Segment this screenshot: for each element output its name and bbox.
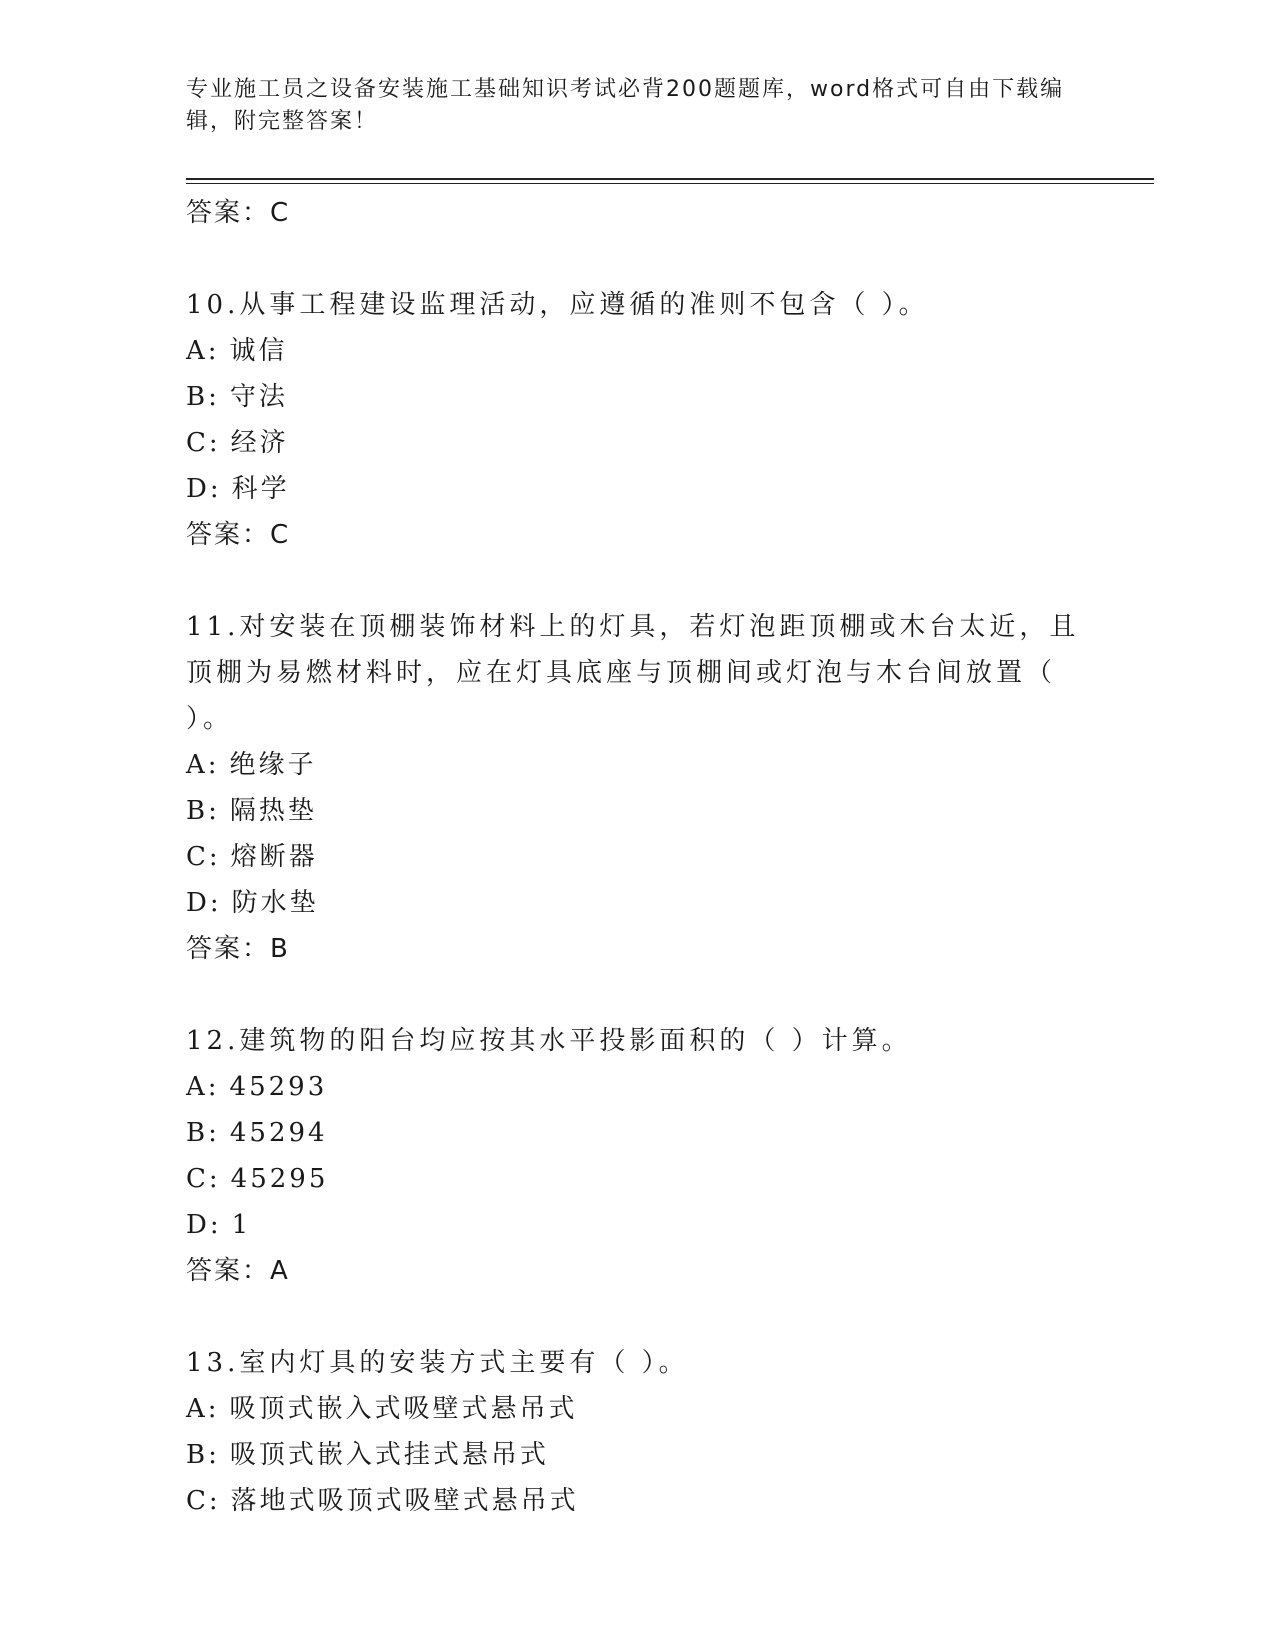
option-label: A: — [186, 750, 220, 780]
option-text: 防水垫 — [231, 888, 319, 918]
option-b — [186, 374, 1086, 420]
document-body — [186, 190, 1086, 1524]
option-text: 绝缘子 — [229, 750, 317, 780]
question-block — [186, 282, 1086, 558]
option-label: D: — [186, 1210, 222, 1240]
option-c — [186, 420, 1086, 466]
option-label: A: — [186, 1072, 220, 1102]
option-label: B: — [186, 1118, 220, 1148]
question-block — [186, 1340, 1086, 1524]
option-text: 隔热垫 — [229, 796, 317, 826]
answer-line: 答案：C — [186, 520, 291, 550]
answer-line: 答案：A — [186, 1256, 290, 1286]
option-label: B: — [186, 382, 220, 412]
answer-line: 答案：B — [186, 934, 290, 964]
option-text: 45293 — [229, 1072, 328, 1102]
option-c — [186, 1478, 1086, 1524]
header-divider-thin — [186, 183, 1154, 184]
option-text: 守法 — [229, 382, 288, 412]
answer-line: 答案：C — [186, 198, 291, 228]
option-label: B: — [186, 1440, 220, 1470]
question-stem: 11.对安装在顶棚装饰材料上的灯具，若灯泡距顶棚或木台太近，且顶棚为易燃材料时，应在灯具底座与顶棚间或灯泡与木台间放置（ ）。 — [186, 612, 1080, 734]
question-stem: 12.建筑物的阳台均应按其水平投影面积的（ ）计算。 — [186, 1026, 912, 1056]
page-header: 专业施工员之设备安装施工基础知识考试必背200题题库，word格式可自由下载编辑，附完整答案！ — [186, 77, 1065, 134]
option-c — [186, 1156, 1086, 1202]
option-label: A: — [186, 336, 220, 366]
question-stem: 13.室内灯具的安装方式主要有（ ）。 — [186, 1348, 689, 1378]
option-text: 吸顶式嵌入式吸壁式悬吊式 — [229, 1394, 578, 1424]
option-text: 诚信 — [229, 336, 288, 366]
option-d — [186, 880, 1086, 926]
option-text: 熔断器 — [230, 842, 318, 872]
question-block — [186, 1018, 1086, 1294]
option-text: 45294 — [229, 1118, 328, 1148]
header-divider-thick — [186, 178, 1154, 180]
option-text: 1 — [231, 1210, 252, 1240]
option-text: 落地式吸顶式吸壁式悬吊式 — [230, 1486, 579, 1516]
option-d — [186, 1202, 1086, 1248]
option-a — [186, 1064, 1086, 1110]
option-a — [186, 1386, 1086, 1432]
option-label: C: — [186, 1164, 221, 1194]
option-c — [186, 834, 1086, 880]
option-label: D: — [186, 474, 222, 504]
option-text: 经济 — [230, 428, 289, 458]
option-label: A: — [186, 1394, 220, 1424]
question-stem: 10.从事工程建设监理活动，应遵循的准则不包含（ ）。 — [186, 290, 929, 320]
option-label: D: — [186, 888, 222, 918]
option-b — [186, 788, 1086, 834]
option-a — [186, 742, 1086, 788]
option-b — [186, 1110, 1086, 1156]
option-label: C: — [186, 842, 221, 872]
option-d — [186, 466, 1086, 512]
option-text: 45295 — [230, 1164, 329, 1194]
option-text: 吸顶式嵌入式挂式悬吊式 — [229, 1440, 549, 1470]
option-b — [186, 1432, 1086, 1478]
option-label: C: — [186, 428, 221, 458]
option-label: C: — [186, 1486, 221, 1516]
option-text: 科学 — [231, 474, 290, 504]
question-block — [186, 604, 1086, 972]
option-label: B: — [186, 796, 220, 826]
option-a — [186, 328, 1086, 374]
